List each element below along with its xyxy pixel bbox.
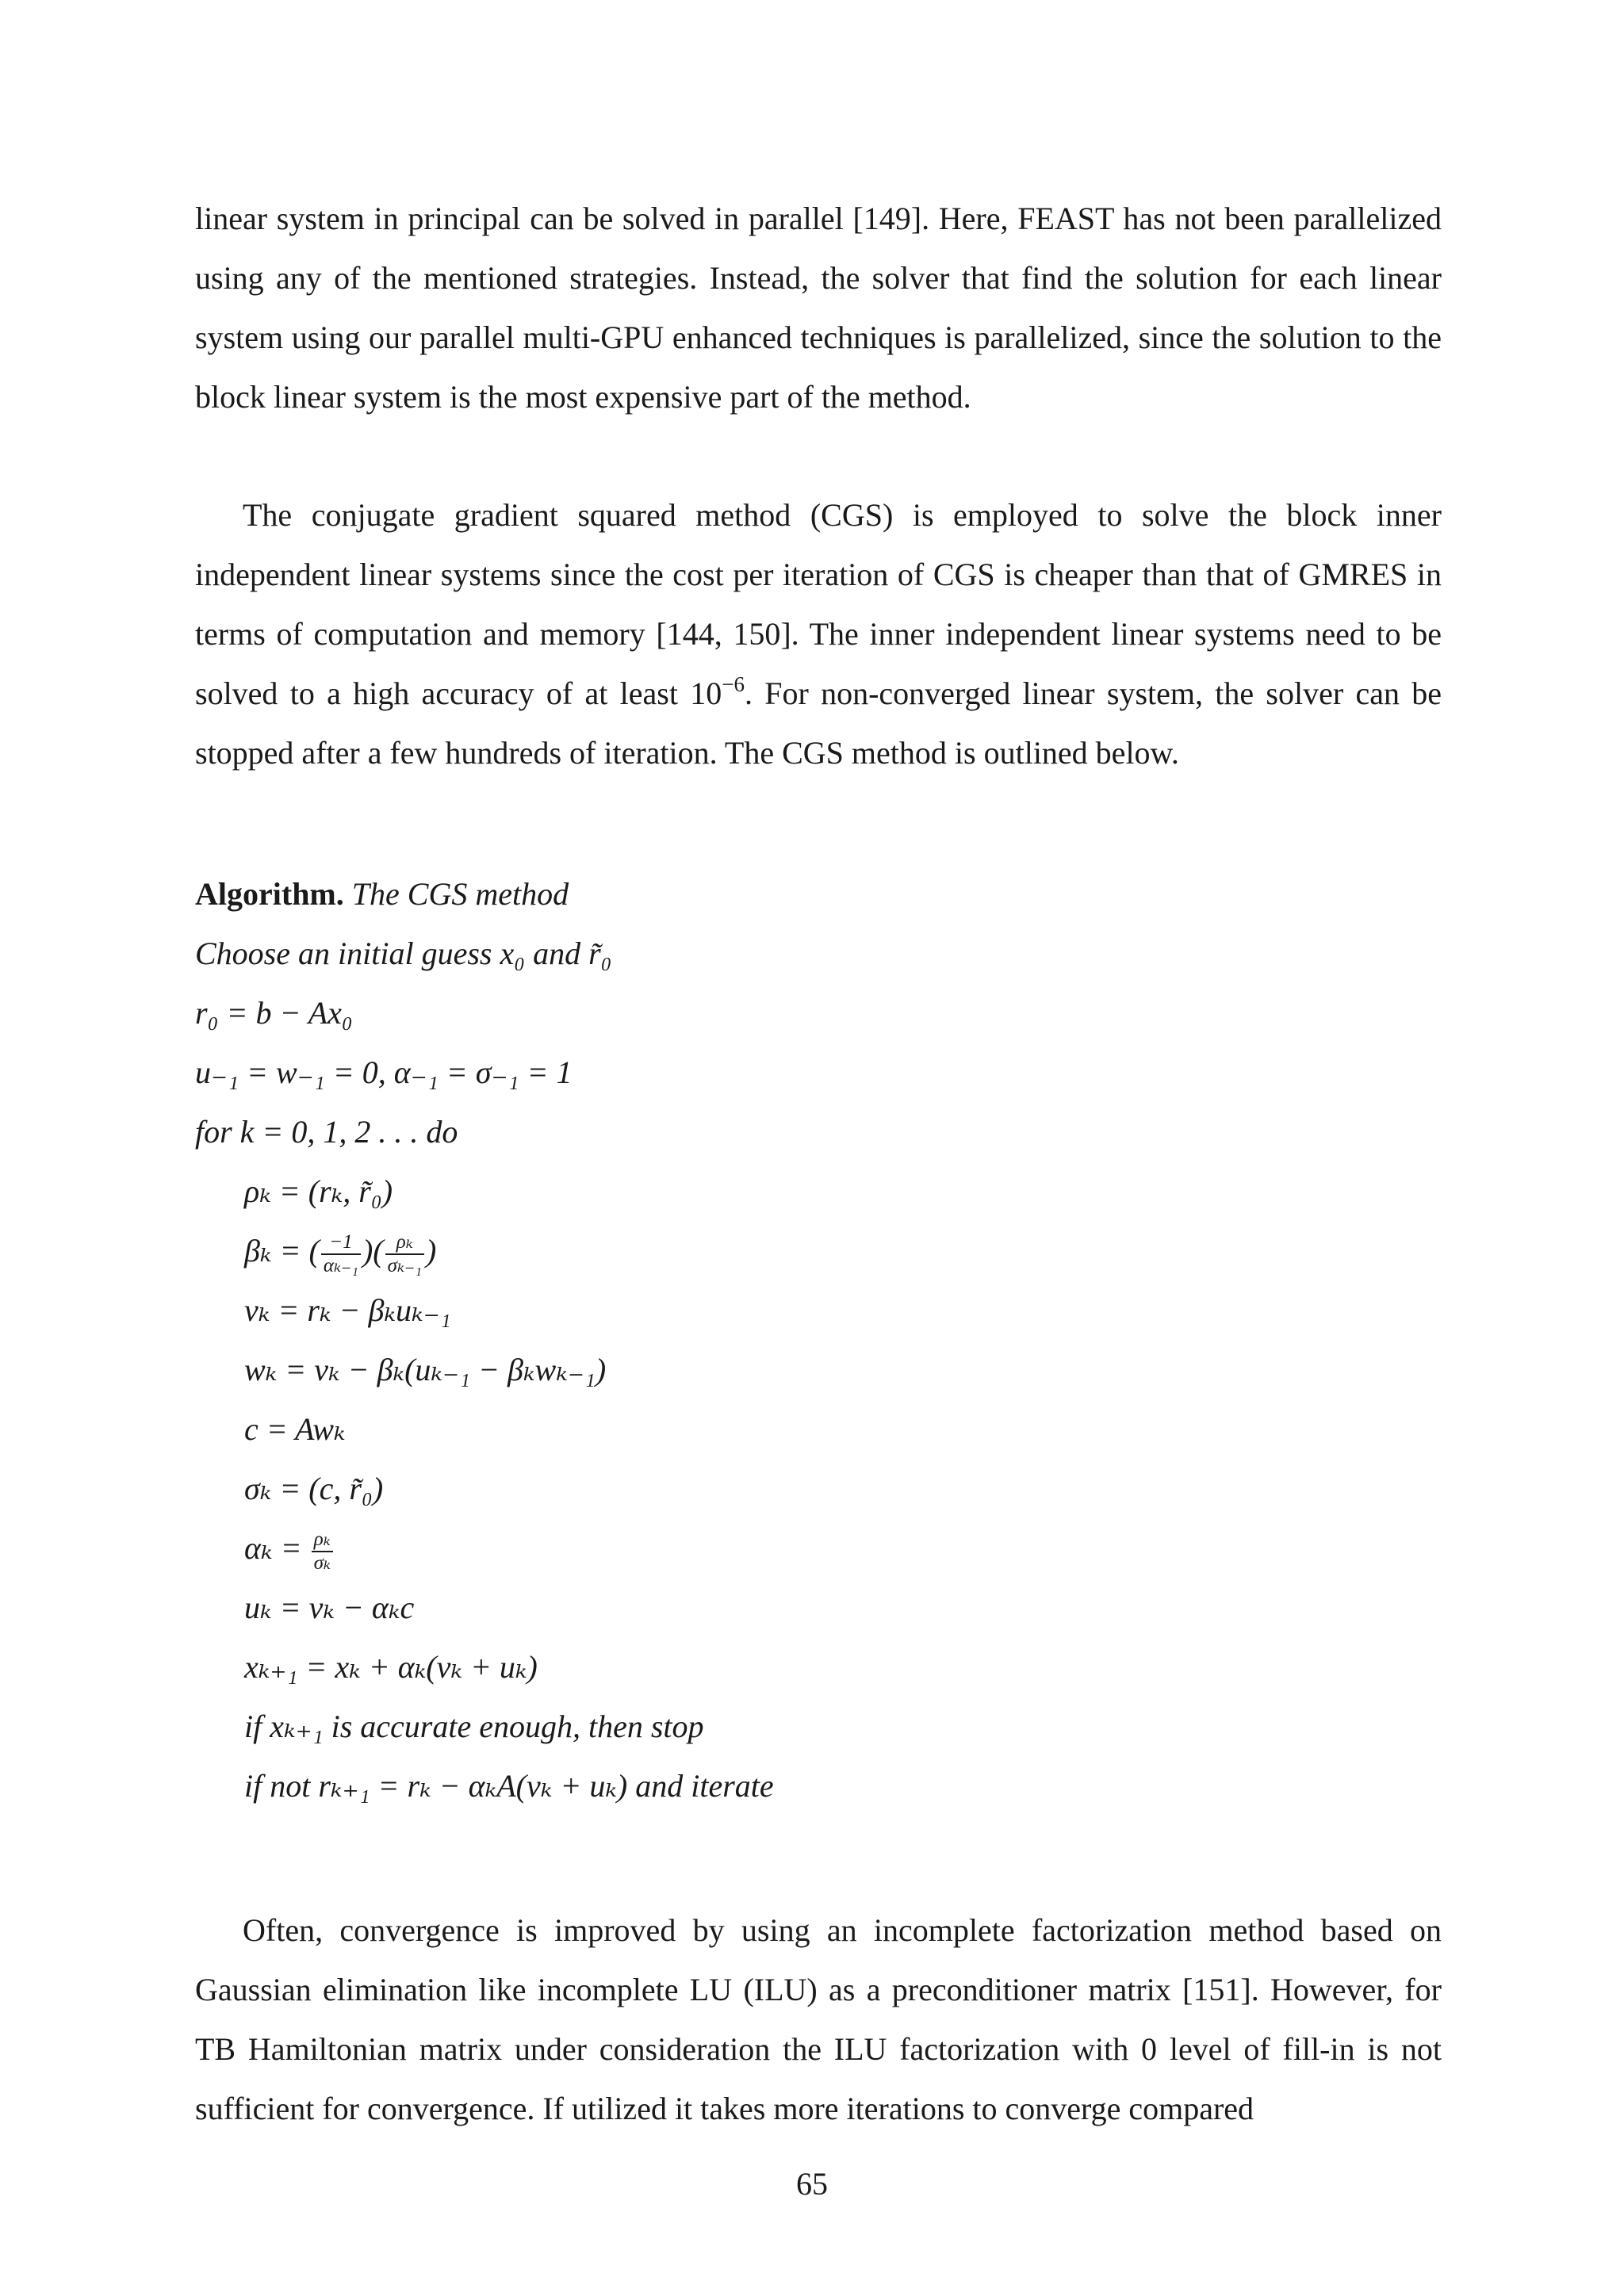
alpha-fraction: [312, 1529, 333, 1575]
alpha-lhs: αₖ =: [244, 1530, 302, 1566]
paragraph-text: . For non-converged linear system, the solver can be stopped after a few hundreds of iteration. The CGS method is outlined below.: [195, 675, 1442, 771]
algorithm-line-v: vₖ = rₖ − βₖuₖ₋₁: [244, 1292, 451, 1328]
beta-end: ): [425, 1233, 437, 1269]
algorithm-title: The CGS method: [351, 876, 569, 912]
algorithm-line-c: c = Awₖ: [244, 1411, 346, 1447]
paragraph-cgs-intro: [195, 485, 1442, 783]
algorithm-line-w: wₖ = vₖ − βₖ(uₖ₋₁ − βₖwₖ₋₁): [244, 1352, 607, 1387]
paragraph-text: linear system in principal can be solved in parallel [149]. Here, FEAST has not been parallelized using any of the mentioned strategies. Instead, the solver that find the solution for each linear system using our parallel multi-GPU enhanced techniques is parallelized, since the solution to the block linear system is the most expensive part of the method.: [195, 201, 1442, 415]
beta-lhs: βₖ = (: [244, 1233, 320, 1269]
fraction-numerator: ρₖ: [312, 1529, 333, 1552]
fraction-denominator: σₖ: [313, 1552, 331, 1574]
algorithm-line-init: u₋₁ = w₋₁ = 0, α₋₁ = σ₋₁ = 1: [195, 1054, 573, 1090]
fraction-denominator: αₖ₋₁: [323, 1254, 358, 1276]
fraction-numerator: −1: [321, 1231, 361, 1255]
algorithm-heading: Algorithm.: [195, 876, 344, 912]
paragraph-ilu-preconditioner: [195, 1900, 1442, 2138]
algorithm-line-choose: Choose an initial guess x₀ and r̃₀: [195, 936, 612, 971]
beta-fraction-1: [321, 1231, 361, 1277]
algorithm-line-sigma: σₖ = (c, r̃₀): [244, 1471, 384, 1506]
algorithm-line-x: xₖ₊₁ = xₖ + αₖ(vₖ + uₖ): [244, 1649, 538, 1685]
algorithm-line-alpha: [244, 1518, 335, 1578]
fraction-denominator: σₖ₋₁: [387, 1254, 422, 1276]
paragraph-feast-parallelization: [195, 189, 1442, 427]
exponent: −6: [722, 672, 745, 696]
algorithm-header: [195, 864, 569, 924]
algorithm-line-ifnot: if not rₖ₊₁ = rₖ − αₖA(vₖ + uₖ) and iterate: [244, 1768, 774, 1804]
algorithm-line-rho: ρₖ = (rₖ, r̃₀): [244, 1173, 393, 1209]
beta-mid: )(: [362, 1233, 384, 1269]
fraction-numerator: ρₖ: [385, 1231, 424, 1255]
beta-fraction-2: [385, 1231, 424, 1277]
algorithm-line-if: if xₖ₊₁ is accurate enough, then stop: [244, 1709, 704, 1744]
paragraph-text: Often, convergence is improved by using an incomplete factorization method based on Gaussian elimination like incomplete LU (ILU) as a preconditioner matrix [151]. However, for TB Hamiltonian matrix under consideration the ILU factorization with 0 level of fill-in is not sufficient for convergence. If utilized it takes more iterations to converge compared: [195, 1912, 1442, 2126]
paragraph-text: The conjugate gradient squared method (CGS) is employed to solve the block inner independent linear systems since the cost per iteration of CGS is cheaper than that of GMRES in terms of computation and memory [144, 150]. The inner independent linear systems need to be solved to a high accuracy of at least 10: [195, 497, 1442, 711]
algorithm-line-r0: r₀ = b − Ax₀: [195, 995, 353, 1031]
algorithm-line-u: uₖ = vₖ − αₖc: [244, 1590, 415, 1625]
algorithm-line-beta: [244, 1221, 436, 1280]
page-number: 65: [796, 2166, 828, 2202]
algorithm-line-for: for k = 0, 1, 2 . . . do: [195, 1114, 458, 1150]
